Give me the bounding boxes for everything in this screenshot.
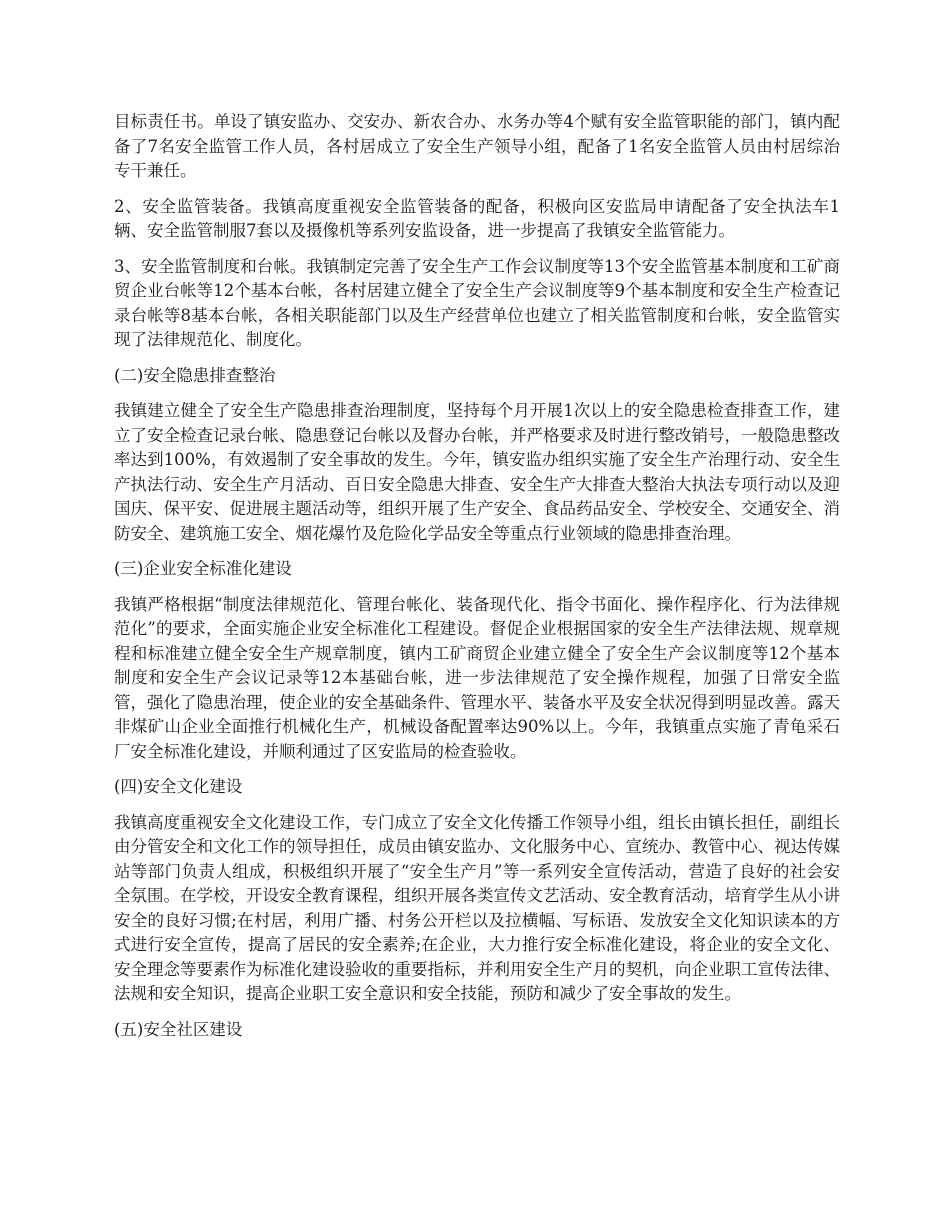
document-body — [114, 110, 840, 1053]
section-heading-safety-culture: (四)安全文化建设 — [114, 777, 243, 796]
paragraph-hazard-inspection: 我镇建立健全了安全生产隐患排查治理制度，坚持每个月开展1次以上的安全隐患检查排查工作，建立了安全检查记录台帐、隐患登记台帐以及督办台帐，并严格要求及时进行整改销号，一般隐患整改率达到100%，有效遏制了安全事故的发生。今年，镇安监办组织实施了安全生产治理行动、安全生产执法行动、安全生产月活动、百日安全隐患大排查、安全生产大排查大整治大执法专项行动以及迎国庆、保平安、促进展主题活动等，组织开展了生产安全、食品药品安全、学校安全、交通安全、消防安全、建筑施工安全、烟花爆竹及危险化学品安全等重点行业领域的隐患排查治理。 — [114, 401, 840, 543]
paragraph-responsibility: 目标责任书。单设了镇安监办、交安办、新农合办、水务办等4个赋有安全监管职能的部门，镇内配备了7名安全监管工作人员，各村居成立了安全生产领导小组，配备了1名安全监管人员由村居综治专干兼任。 — [114, 112, 840, 180]
section-heading-safe-community: (五)安全社区建设 — [114, 1019, 243, 1039]
section-heading-standardization: (三)企业安全标准化建设 — [114, 559, 292, 578]
paragraph-standardization: 我镇严格根据“制度法律规范化、管理台帐化、装备现代化、指令书面化、操作程序化、行为法律规范化”的要求，全面实施企业安全标准化工程建设。督促企业根据国家的安全生产法律法规、规章规程和标准建立健全安全生产规章制度，镇内工矿商贸企业建立健全了安全生产会议制度等12个基本制度和安全生产会议记录等12本基础台帐，进一步法律规范了安全操作规程，加强了日常安全监管，强化了隐患治理，使企业的安全基础条件、管理水平、装备水平及安全状况得到明显改善。露天非煤矿山企业全面推行机械化生产，机械设备配置率达90%以上。今年，我镇重点实施了青龟采石厂安全标准化建设，并顺利通过了区安监局的检查验收。 — [114, 594, 840, 761]
paragraph-equipment: 2、安全监管装备。我镇高度重视安全监管装备的配备，积极向区安监局申请配备了安全执法车1辆、安全监管制服7套以及摄像机等系列安监设备，进一步提高了我镇安全监管能力。 — [114, 196, 840, 240]
section-heading-hazard-inspection: (二)安全隐患排查整治 — [114, 365, 276, 385]
paragraph-safety-culture: 我镇高度重视安全文化建设工作，专门成立了安全文化传播工作领导小组，组长由镇长担任，副组长由分管安全和文化工作的领导担任，成员由镇安监办、文化服务中心、宣统办、教管中心、视达传媒站等部门负责人组成，积极组织开展了“安全生产月”等一系列安全宣传活动，营造了良好的社会安全氛围。在学校，开设安全教育课程，组织开展各类宣传文艺活动、安全教育活动，培育学生从小讲安全的良好习惯;在村居，利用广播、村务公开栏以及拉横幅、写标语、发放安全文化知识读本的方式进行安全宣传，提高了居民的安全素养;在企业，大力推行安全标准化建设，将企业的安全文化、安全理念等要素作为标准化建设验收的重要指标，并利用安全生产月的契机，向企业职工宣传法律、法规和安全知识，提高企业职工安全意识和安全技能，预防和减少了安全事故的发生。 — [114, 812, 840, 1003]
paragraph-systems-ledgers: 3、安全监管制度和台帐。我镇制定完善了安全生产工作会议制度等13个安全监管基本制度和工矿商贸企业台帐等12个基本台帐，各村居建立健全了安全生产会议制度等9个基本制度和安全生产检查记录台帐等8基本台帐，各相关职能部门以及生产经营单位也建立了相关监管制度和台帐，安全监管实现了法律规范化、制度化。 — [114, 256, 840, 349]
